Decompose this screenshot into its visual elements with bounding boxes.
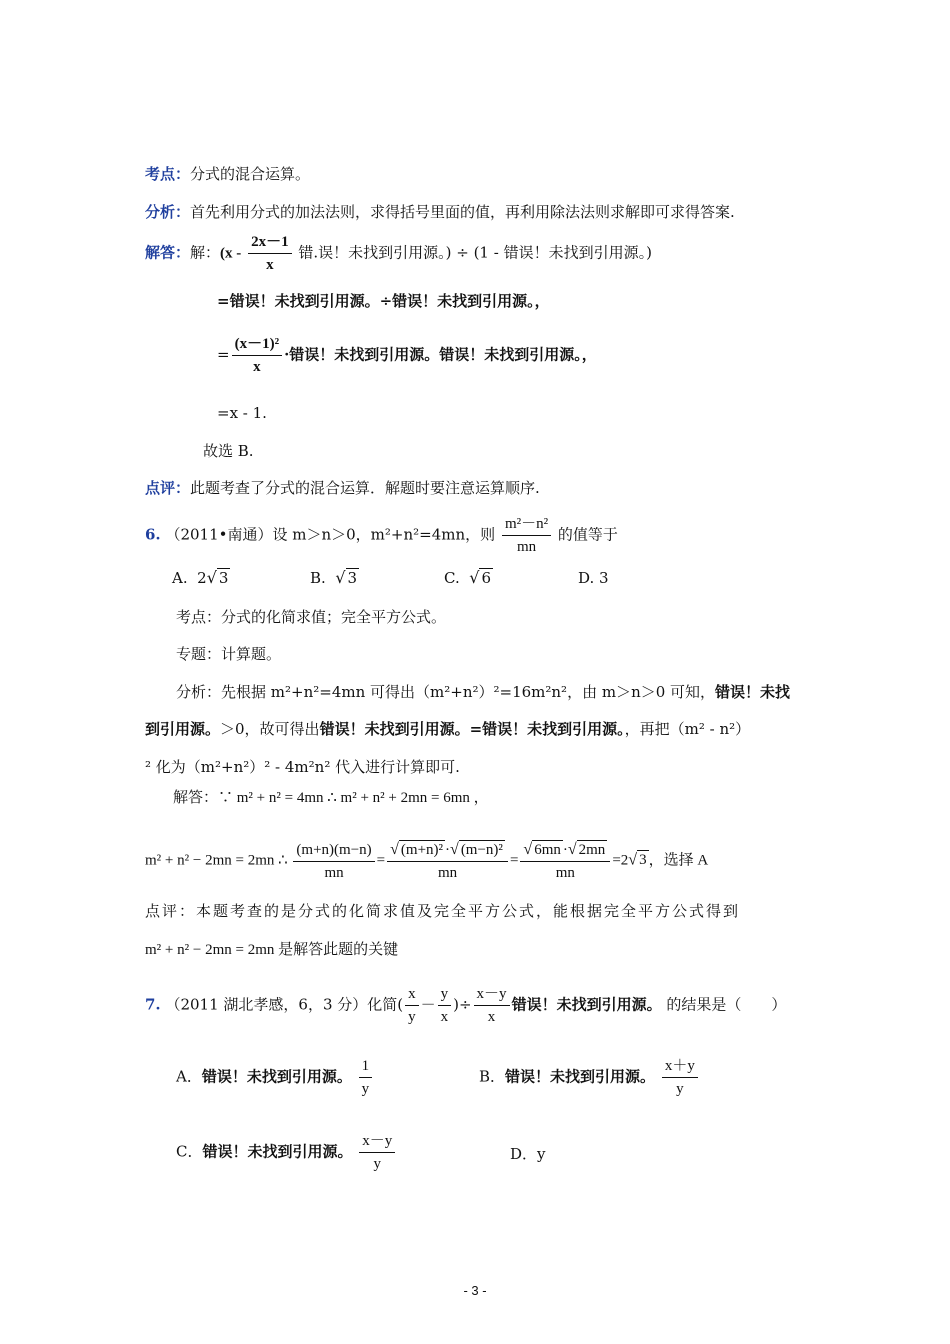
fraction-denominator: mn [516,539,537,555]
q7-option-c [176,1132,397,1173]
fraction-denominator: y [373,1156,382,1172]
jieda-line3-fraction [232,335,283,376]
q7-fraction-2 [438,985,452,1026]
fraction-denominator: x [487,1009,496,1025]
minus-sign: － [420,995,436,1014]
fraction-denominator: x [266,257,274,273]
error-text: 错误！未找 [715,683,791,701]
jieda-line4: =x - 1. [217,404,267,422]
jieda-line3 [217,335,597,376]
fraction-denominator: x [440,1009,449,1025]
sqrt-icon: √ [469,568,480,587]
radicand: 6mn [534,842,561,858]
q6-number: 6. [145,525,161,544]
dianping-line [145,477,540,499]
jieda-line1-a: (x - [220,245,242,262]
q7-option-a [176,1057,374,1098]
q7-stem-a: （2011 湖北孝感，6，3 分）化简( [165,995,404,1014]
kaodian-text: 分式的混合运算。 [190,165,311,183]
fraction-numerator: (x－1)² [232,335,283,356]
fraction-numerator: x－y [474,985,510,1006]
q6-dianping-line1: 点评：本题考查的是分式的化简求值及完全平方公式，能根据完全平方公式得到 [145,902,741,920]
equation-start: m² + n² − 2mn = 2mn ∴ [145,852,288,869]
radicand: 3 [347,569,358,587]
error-text: 错误！未找到引用源。 [505,1067,656,1086]
option-label: A. [172,569,188,587]
option-label: C. [444,569,460,587]
error-text: 到引用源。 [145,720,221,738]
q6-fraction-3 [520,840,610,882]
q6-fenxi-line1 [176,681,790,703]
q6-fenxi-line3: ² 化为（m²+n²）² - 4m²n² 代入进行计算即可. [145,758,460,776]
sqrt-icon: √ [335,568,346,587]
option-label: B． [479,1067,506,1086]
fraction-numerator: √ 6mn ·√ 2mn [520,840,610,862]
result-coefficient: 2 [620,852,629,869]
q7-number: 7. [145,995,161,1014]
fraction-numerator: y [438,985,452,1006]
radicand: (m−n)² [460,842,503,858]
error-text: 错误！未找到引用源。=错误！未找到引用源。 [319,720,625,738]
q6-option-c [444,567,493,589]
q6-kaodian: 考点：分式的化简求值；完全平方公式。 [176,608,447,626]
jieda-line [145,233,652,274]
q6-jieda-line1: 解答：∵ m² + n² = 4mn ∴ m² + n² + 2mn = 6mn ， [173,790,489,806]
q6-option-d: D. 3 [578,569,609,587]
fraction-numerator: x－y [359,1132,395,1153]
q6-stem-a: （2011•南通）设 m＞n＞0，m²+n²=4mn，则 [165,525,496,544]
fraction-denominator: mn [555,865,575,881]
q7-fraction-1 [405,985,419,1026]
q6-jieda-line2: m² + n² − 2mn = 2mn ∴ $\frac{(m+n)(m-n)}{mn}$ = $\frac{\text{√ (m+n)² ·√ (m−n)²}}{mn}$ = $\frac{√ 6mn \cdot√ 2mn}{mn}$ =2√ 3 ，选择 A [145,841,709,881]
fraction-numerator: 1 [359,1057,373,1078]
fenxi-text: 分析：先根据 m²+n²=4mn 可得出（m²+n²）²=16m²n²，由 m＞n＞0 可知， [176,683,716,701]
fraction-numerator: (m+n)(m−n) [293,841,374,862]
fraction-denominator: mn [324,864,344,881]
option-fraction [359,1057,373,1098]
option-fraction [359,1132,395,1173]
jieda-line3-b: ·错误！未找到引用源。错误！未找到引用源。， [284,345,597,364]
jieda-label: 解答： [145,243,191,262]
q7-option-b [479,1057,700,1098]
q6-zhuanti: 专题：计算题。 [176,645,282,663]
fraction-numerator: √ (m+n)² ·√ (m−n)² [387,840,508,862]
radicand: 3 [639,852,647,869]
fraction-denominator: mn [437,865,458,881]
fenxi-text: ＞0，故可得出 [220,720,320,738]
fraction-denominator: y [408,1009,416,1025]
fraction-denominator: y [676,1081,684,1097]
error-text: 错误！未找到引用源。 [201,1067,352,1086]
fraction-numerator: x [405,985,419,1006]
jie-text: 解： [190,243,221,262]
q6-fraction-2 [387,840,508,882]
q7-option-d: D．y [510,1145,546,1163]
sqrt-icon: √ [567,841,577,858]
fenxi-text: ，再把（m² - n²） [624,720,751,738]
dianping-text: 此题考查了分式的混合运算．解题时要注意运算顺序. [190,479,540,497]
q6-fraction [502,515,551,556]
fenxi-label: 分析： [145,203,191,221]
q6-option-b [310,567,359,589]
sqrt-icon: √ [206,568,217,587]
radicand: 2mn [578,842,606,858]
q6-stem [145,515,618,556]
q6-fenxi-line2 [145,718,750,740]
kaodian-label: 考点： [145,165,191,183]
answer-choice: ，选择 A [648,852,709,869]
q7-fraction-3 [474,985,510,1026]
kaodian-line [145,163,310,185]
option-label: B. [310,569,326,587]
fraction-numerator: m²－n² [502,515,551,536]
fenxi-text: 首先利用分式的加法法则，求得括号里面的值，再利用除法法则求解即可求得答案. [190,203,735,221]
jieda-line5: 故选 B. [203,442,254,460]
equals-sign: = [217,345,230,364]
jieda-line1-b: 错.误！未找到引用源。) ÷ (1 - 错误！未找到引用源。) [298,243,652,262]
divide-sign: )÷ [453,995,472,1014]
q7-stem-b: 的结果是（ ） [661,995,787,1014]
option-fraction [662,1057,698,1098]
q6-stem-b: 的值等于 [557,525,618,544]
jieda-line2: =错误！未找到引用源。÷错误！未找到引用源。， [217,292,550,310]
q6-option-a [172,567,230,589]
option-label: C． [176,1142,203,1161]
sqrt-icon: √ [628,851,638,869]
sqrt-icon: √ [390,841,399,858]
fenxi-line [145,201,735,223]
radicand: (m+n)² [400,842,444,858]
dianping-label: 点评： [145,479,191,497]
sqrt-icon: √ [523,841,533,858]
option-coefficient: 2 [197,569,207,587]
sqrt-icon: √ [450,841,459,858]
q7-stem [145,985,786,1026]
q6-dianping-line2: m² + n² − 2mn = 2mn 是解答此题的关键 [145,942,399,958]
error-text: 错误！未找到引用源。 [202,1142,353,1161]
page-number: - 3 - [463,1283,487,1298]
radicand: 3 [218,569,229,587]
fraction-denominator: x [253,359,261,375]
q6-fraction-1 [293,841,374,882]
jieda-line1-fraction [248,233,292,274]
fraction-numerator: x＋y [662,1057,698,1078]
radicand: 6 [481,569,492,587]
option-label: A． [176,1067,202,1086]
error-text: 错误！未找到引用源。 [511,995,662,1014]
fraction-denominator: y [361,1081,370,1097]
fraction-numerator: 2x－1 [248,233,292,254]
